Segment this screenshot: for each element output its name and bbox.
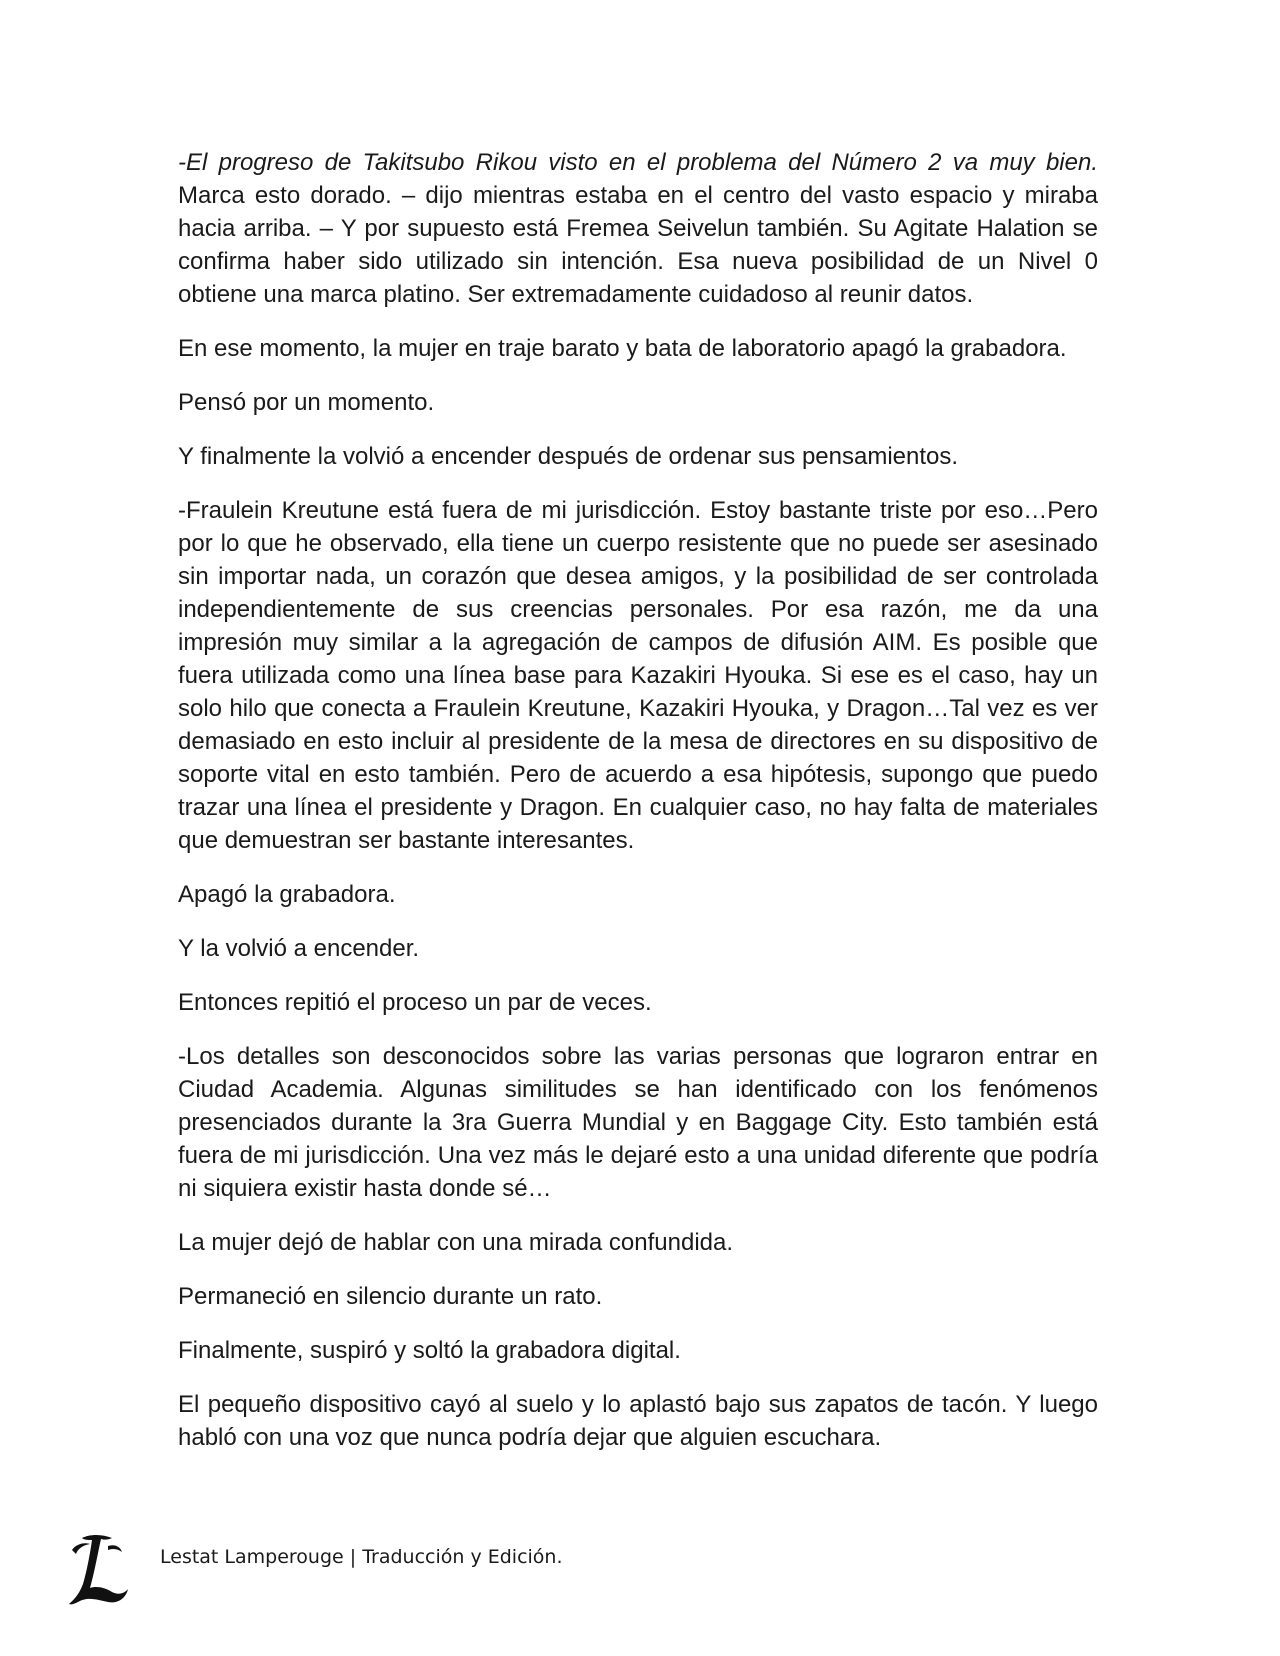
paragraph-8: Entonces repitió el proceso un par de veces. bbox=[178, 989, 652, 1016]
paragraph-10: La mujer dejó de hablar con una mirada confundida. bbox=[178, 1229, 734, 1256]
paragraph-6: Apagó la grabadora. bbox=[178, 881, 396, 908]
paragraph-5: -Fraulein Kreutune está fuera de mi jurisdicción. Estoy bastante triste por eso…Pero por lo que he observado, ella tiene un cuerpo resistente que no puede ser asesinado sin importar nada, un corazón que desea amigos, y la posibilidad de ser controlada independientemente de sus creencias personales. Por esa razón, me da una impresión muy similar a la agregación de campos de difusión AIM. Es posible que fuera utilizada como una línea base para Kazakiri Hyouka. Si ese es el caso, hay un solo hilo que conecta a Fraulein Kreutune, Kazakiri Hyouka, y Dragon…Tal vez es ver demasiado en esto incluir al presidente de la mesa de directores en su dispositivo de soporte vital en esto también. Pero de acuerdo a esa hipótesis, supongo que puedo trazar una línea el presidente y Dragon. En cualquier caso, no hay falta de materiales que demuestran ser bastante interesantes. bbox=[178, 497, 1098, 854]
paragraph-11: Permaneció en silencio durante un rato. bbox=[178, 1283, 603, 1310]
paragraph-7: Y la volvió a encender. bbox=[178, 935, 420, 962]
paragraph-9: -Los detalles son desconocidos sobre las varias personas que lograron entrar en Ciudad Academia. Algunas similitudes se han identificado con los fenómenos presenciados durante la 3ra Guerra Mundial y en Baggage City. Esto también está fuera de mi jurisdicción. Una vez más le dejaré esto a una unidad diferente que podría ni siquiera existir hasta donde sé… bbox=[178, 1043, 1098, 1202]
footer-credit: Lestat Lamperouge | Traducción y Edición. bbox=[160, 1546, 563, 1568]
paragraph-1-text: Marca esto dorado. – dijo mientras estaba en el centro del vasto espacio y miraba hacia arriba. – Y por supuesto está Fremea Seivelun también. Su Agitate Halation se confirma haber sido utilizado sin intención. Esa nueva posibilidad de un Nivel 0 obtiene una marca platino. Ser extremadamente cuidadoso al reunir datos. bbox=[178, 182, 1098, 308]
paragraph-2: En ese momento, la mujer en traje barato y bata de laboratorio apagó la grabadora. bbox=[178, 335, 1067, 362]
paragraph-4: Y finalmente la volvió a encender después de ordenar sus pensamientos. bbox=[178, 443, 959, 470]
paragraph-13: El pequeño dispositivo cayó al suelo y lo aplastó bajo sus zapatos de tacón. Y luego habló con una voz que nunca podría dejar que alguien escuchara. bbox=[178, 1391, 1098, 1451]
paragraph-1 bbox=[178, 146, 1098, 311]
paragraph-12: Finalmente, suspiró y soltó la grabadora digital. bbox=[178, 1337, 681, 1364]
document-body bbox=[178, 146, 1098, 1475]
paragraph-1-italic-lead: -El progreso de Takitsubo Rikou visto en el problema del Número 2 va muy bien. bbox=[178, 149, 1098, 176]
page-footer bbox=[68, 1532, 768, 1612]
paragraph-3: Pensó por un momento. bbox=[178, 389, 435, 416]
gothic-letter-l-logo-icon bbox=[68, 1532, 130, 1608]
